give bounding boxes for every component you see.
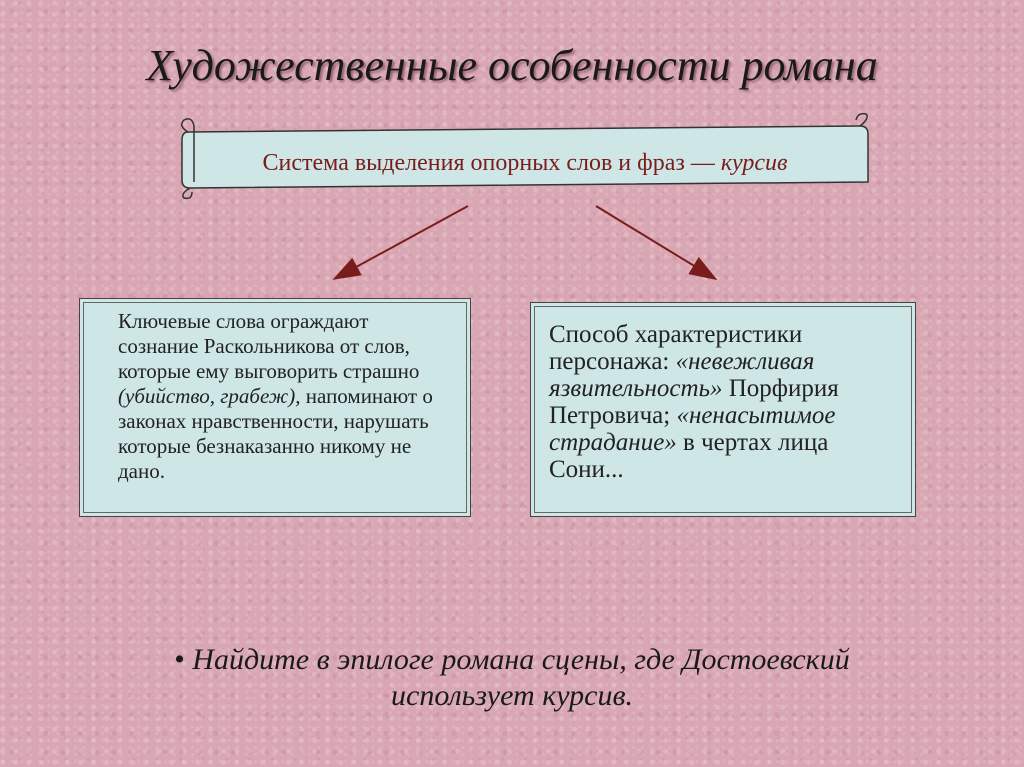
- banner-text-main: Система выделения опорных слов и фраз —: [262, 149, 715, 176]
- page-title: Художественные особенности романа: [146, 41, 878, 90]
- left-box-italic: (убийство, грабеж),: [118, 384, 301, 408]
- right-box-text-1: Способ характеристики персонажа:: [549, 321, 803, 375]
- footer-line-1: Найдите в эпилоге романа сцены, где Достоевский: [184, 643, 850, 676]
- footer-task: [0, 642, 1024, 714]
- left-box-text-2: напоминают о законах нравственности, нарушать которые безнаказанно никому не дано.: [118, 384, 433, 483]
- footer-line-2: использует курсив.: [391, 679, 633, 712]
- arrow-left: [336, 206, 468, 278]
- right-box: [530, 302, 916, 517]
- left-box-text-1: Ключевые слова ограждают сознание Раскольникова от слов, которые ему выговорить страшно: [118, 309, 420, 383]
- right-box-italic-2: «ненасытимое страдание»: [549, 402, 836, 456]
- arrow-right: [596, 206, 714, 278]
- right-box-text-2: Порфирия Петровича;: [549, 375, 839, 429]
- left-box: [79, 298, 471, 517]
- banner-text-italic: курсив: [720, 149, 788, 176]
- bullet-icon: •: [174, 643, 185, 676]
- right-box-text-3: в чертах лица Сони...: [549, 429, 829, 483]
- right-box-italic-1: «невежливая язвительность»: [549, 348, 815, 402]
